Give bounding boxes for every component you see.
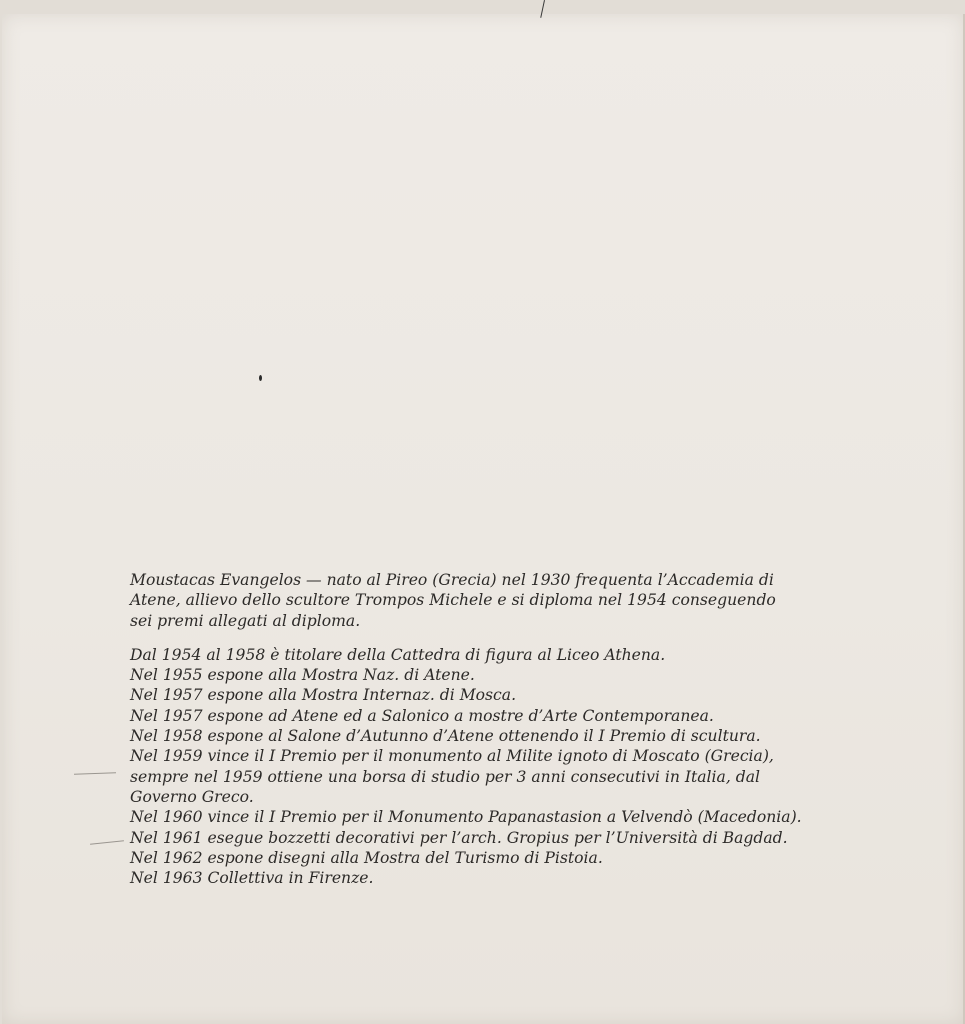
cv-line: Nel 1960 vince il I Premio per il Monumento Papanastasion a Velvendò (Macedonia). bbox=[130, 808, 802, 827]
cv-line: Nel 1955 espone alla Mostra Naz. di Atene. bbox=[130, 666, 475, 685]
ink-speck bbox=[259, 375, 262, 381]
exhibition-list bbox=[130, 645, 890, 889]
cv-line: Governo Greco. bbox=[130, 787, 254, 806]
biography-intro bbox=[130, 570, 890, 631]
biography-text bbox=[130, 570, 890, 888]
intro-line: Moustacas Evangelos — nato al Pireo (Grecia) nel 1930 frequenta l’Accademia di bbox=[130, 571, 774, 589]
intro-line: Atene, allievo dello scultore Trompos Michele e si diploma nel 1954 conseguendo bbox=[130, 591, 776, 610]
cv-line: Nel 1959 vince il I Premio per il monumento al Milite ignoto di Moscato (Grecia), bbox=[130, 747, 774, 766]
cv-line: Dal 1954 al 1958 è titolare della Cattedra di figura al Liceo Athena. bbox=[130, 645, 666, 664]
cv-line: Nel 1961 esegue bozzetti decorativi per l’arch. Gropius per l’Università di Bagdad. bbox=[130, 828, 788, 847]
cv-line: sempre nel 1959 ottiene una borsa di studio per 3 anni consecutivi in Italia, dal bbox=[130, 767, 761, 786]
cv-line: Nel 1963 Collettiva in Firenze. bbox=[130, 869, 374, 888]
cv-line: Nel 1962 espone disegni alla Mostra del Turismo di Pistoia. bbox=[130, 848, 603, 867]
cv-line: Nel 1957 espone alla Mostra Internaz. di Mosca. bbox=[130, 686, 517, 705]
cv-line: Nel 1958 espone al Salone d’Autunno d’Atene ottenendo il I Premio di scultura. bbox=[130, 727, 761, 746]
intro-line: sei premi allegati al diploma. bbox=[130, 611, 361, 630]
cv-line: Nel 1957 espone ad Atene ed a Salonico a mostre d’Arte Contemporanea. bbox=[130, 706, 714, 725]
